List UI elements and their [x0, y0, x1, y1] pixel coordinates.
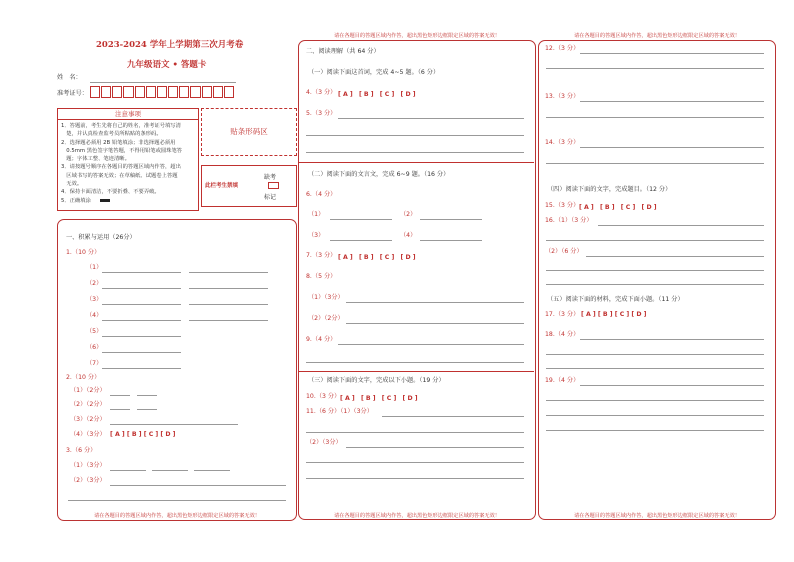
q1-item-line[interactable]	[102, 304, 181, 305]
q8-2-label: （2）（2分）	[308, 315, 344, 322]
q1-item-line[interactable]	[102, 352, 181, 353]
q8-1-label: （1）（3分）	[308, 294, 344, 301]
q19-line-3[interactable]	[546, 415, 764, 416]
q14-label: 14.（3 分）	[545, 139, 580, 146]
q16-2-line-2[interactable]	[546, 270, 764, 271]
q1-item-label: （5）	[86, 328, 103, 335]
q17-label: 17.（3 分）	[545, 311, 580, 318]
q11-2-label: （2）（3分）	[306, 439, 342, 446]
notes-item: 1．答题前，考生先将自己的姓名，准考证号填写清	[61, 123, 181, 129]
section2-title: 二、阅读理解（共 64 分）	[306, 48, 380, 55]
q18-line-3[interactable]	[546, 368, 764, 369]
name-field[interactable]	[90, 82, 236, 83]
q4-label: 4.（3 分）	[306, 89, 337, 96]
q1-item-line-right[interactable]	[189, 320, 268, 321]
q5-line-2[interactable]	[306, 135, 524, 136]
q1-item-label: （1）	[86, 264, 103, 271]
q17-options[interactable]: [ A ] [ B ] [ C ] [ D ]	[581, 311, 647, 318]
q1-item-line-right[interactable]	[189, 304, 268, 305]
q16-2-label: （2）（6 分）	[545, 248, 583, 255]
notes-item: 5．正确填涂	[61, 197, 91, 204]
absent-mark-box	[201, 165, 297, 207]
q6-item-label: （2）	[400, 211, 417, 218]
q1-item-line[interactable]	[102, 320, 181, 321]
q2-4-options[interactable]: [ A ] [ B ] [ C ] [ D ]	[110, 431, 176, 438]
q13-label: 13.（3 分）	[545, 93, 580, 100]
q11-1-line-2[interactable]	[306, 432, 524, 433]
q6-item-line[interactable]	[330, 240, 392, 241]
footer-notice-1: 请在各题目的答题区域内作答，超出黑色矩形边框限定区域的答案无效！	[93, 513, 260, 519]
q19-label: 19.（4 分）	[545, 377, 580, 384]
q14-line-1[interactable]	[580, 147, 764, 148]
q3-2-line[interactable]	[110, 485, 286, 486]
q11-2-line-2[interactable]	[306, 462, 524, 463]
q10-label: 10.（3 分）	[306, 393, 341, 400]
q2-item-label: （1）（2分）	[70, 387, 106, 394]
q2-item-line[interactable]	[110, 409, 130, 410]
notes-item: 4．保持卡面清洁，不要折叠、不要弄破。	[61, 189, 160, 196]
footer-notice-3: 请在各题目的答题区域内作答，超出黑色矩形边框限定区域的答案无效！	[573, 513, 740, 519]
q7-options[interactable]: [ A ] [ B ] [ C ] [ D ]	[338, 254, 416, 261]
q3-item-label: （1）（3分）	[70, 462, 106, 469]
part4-title: （四）阅读下面的文字，完成题目。（12 分）	[547, 186, 672, 193]
q3-1-line[interactable]	[194, 470, 230, 471]
barcode-label: 贴条形码区	[230, 127, 268, 136]
q14-line-2[interactable]	[546, 163, 764, 164]
q2-item-line[interactable]	[137, 409, 157, 410]
q18-label: 18.（4 分）	[545, 331, 580, 338]
q3-item-label: （2）（3分）	[70, 477, 106, 484]
q12-line-2[interactable]	[546, 68, 764, 69]
q13-line-1[interactable]	[580, 101, 764, 102]
q1-item-line[interactable]	[102, 368, 181, 369]
notes-item: 题；字体工整、笔迹清晰。	[61, 156, 130, 163]
q9-line-1[interactable]	[338, 344, 524, 345]
q4-options[interactable]: [ A ] [ B ] [ C ] [ D ]	[338, 91, 416, 98]
part1-title: （一）阅读下面这首词，完成 4~5 题。（6 分）	[308, 69, 440, 76]
divider-2b	[298, 371, 534, 372]
q6-label: 6.（4 分）	[306, 191, 337, 198]
part5-title: （五）阅读下面的材料，完成下面小题。（11 分）	[547, 296, 684, 303]
q6-item-label: （4）	[400, 232, 417, 239]
q10-options[interactable]: [ A ] [ B ] [ C ] [ D ]	[340, 395, 418, 402]
q6-item-label: （3）	[308, 232, 325, 239]
top-notice-3: 请在各题目的答题区域内作答，超出黑色矩形边框限定区域的答案无效！	[573, 33, 740, 39]
id-label: 准考证号：	[57, 90, 88, 97]
q5-line-3[interactable]	[306, 152, 524, 153]
section1-title: 一、积累与运用（26分）	[66, 234, 136, 241]
absent-label: 缺考	[264, 174, 277, 181]
q6-item-line[interactable]	[420, 219, 482, 220]
q15-options[interactable]: [ A ] [ B ] [ C ] [ D ]	[579, 204, 657, 211]
q1-item-line-right[interactable]	[189, 288, 268, 289]
q18-line-2[interactable]	[546, 354, 764, 355]
notes-item: 楚，并认真检查监考员所粘贴的条形码。	[61, 131, 162, 138]
q8-2-line[interactable]	[346, 323, 524, 324]
q19-line-1[interactable]	[580, 385, 764, 386]
q3-1-line[interactable]	[110, 470, 146, 471]
notes-item: 3．请按题号顺序在各题目的答题区域内作答，超出	[61, 164, 181, 171]
q16-2-line-1[interactable]	[586, 256, 764, 257]
q12-label: 12.（3 分）	[545, 45, 580, 52]
q2-item-line[interactable]	[110, 395, 130, 396]
q1-item-label: （6）	[86, 344, 103, 351]
q15-label: 15.（3 分）	[545, 202, 580, 209]
q2-item-line[interactable]	[137, 395, 157, 396]
part3-title: （三）阅读下面的文字，完成以下小题。（19 分）	[308, 377, 445, 384]
exam-subtitle: 九年级语文 • 答题卡	[127, 60, 207, 70]
q16-label: 16.（1）（3 分）	[545, 217, 593, 224]
exam-title: 2023-2024 学年上学期第三次月考卷	[96, 40, 244, 50]
notes-item: 区域书写的答案无效；在草稿纸、试题卷上答题	[61, 172, 178, 179]
q6-item-label: （1）	[308, 211, 325, 218]
q2-item-line[interactable]	[110, 424, 238, 425]
q5-line-1[interactable]	[338, 118, 524, 119]
notes-list	[58, 120, 198, 207]
absent-forbidden-label: 此栏考生禁填	[205, 183, 239, 189]
q19-line-4[interactable]	[546, 430, 764, 431]
notes-item: 无效。	[61, 181, 83, 188]
notes-item: 0.5mm 黑色签字笔答题，不得用铅笔或圆珠笔答	[61, 147, 183, 154]
q16-1-line-2[interactable]	[546, 240, 764, 241]
q2-item-label: （4）（3分）	[70, 431, 106, 438]
q16-1-line-1[interactable]	[598, 225, 764, 226]
q16-2-line-3[interactable]	[546, 284, 764, 285]
q8-1-line[interactable]	[346, 302, 524, 303]
q6-item-line[interactable]	[420, 240, 482, 241]
absent-checkbox[interactable]	[268, 182, 279, 189]
footer-notice-2: 请在各题目的答题区域内作答，超出黑色矩形边框限定区域的答案无效！	[333, 513, 500, 519]
q11-1-line-1[interactable]	[382, 416, 524, 417]
filled-mark-example	[100, 199, 110, 202]
q1-item-line[interactable]	[102, 336, 181, 337]
notes-item: 2．选择题必须用 2B 铅笔填涂；非选择题必须用	[61, 139, 176, 146]
q5-label: 5.（3 分）	[306, 110, 337, 117]
notes-title: 注意事项	[58, 109, 198, 120]
q7-label: 7.（3 分）	[306, 252, 337, 259]
q3-label: 3.（6 分）	[66, 447, 97, 454]
q12-line-1[interactable]	[580, 53, 764, 54]
q1-item-line[interactable]	[102, 272, 181, 273]
q1-item-label: （4）	[86, 312, 103, 319]
q3-2-line[interactable]	[68, 500, 286, 501]
q9-line-2[interactable]	[306, 362, 524, 363]
mark-label: 标记	[264, 194, 277, 201]
q8-label: 8.（5 分）	[306, 273, 337, 280]
q1-item-line[interactable]	[102, 288, 181, 289]
q3-1-line[interactable]	[152, 470, 188, 471]
barcode-area	[201, 108, 297, 156]
q1-item-line-right[interactable]	[189, 272, 268, 273]
section3-panel	[538, 40, 776, 520]
part2-title: （二）阅读下面的文言文，完成 6~9 题。（16 分）	[308, 171, 450, 178]
q2-item-label: （3）（2分）	[70, 416, 106, 423]
q11-2-line-1[interactable]	[346, 447, 524, 448]
q2-label: 2.（10 分）	[66, 374, 101, 381]
divider-2a	[298, 162, 534, 163]
q2-item-label: （2）（2分）	[70, 401, 106, 408]
id-number-boxes[interactable]	[90, 86, 234, 98]
name-label: 姓 名：	[57, 74, 82, 81]
q6-item-line[interactable]	[330, 219, 392, 220]
q9-label: 9.（4 分）	[306, 336, 337, 343]
q1-item-label: （7）	[86, 360, 103, 367]
q1-item-label: （2）	[86, 280, 103, 287]
notes-box	[57, 108, 199, 211]
q18-line-1[interactable]	[580, 339, 764, 340]
q13-line-2[interactable]	[546, 117, 764, 118]
q19-line-2[interactable]	[546, 400, 764, 401]
q1-item-label: （3）	[86, 296, 103, 303]
q11-label: 11.（6 分）（1）（3分）	[306, 408, 373, 415]
q11-2-line-3[interactable]	[306, 478, 524, 479]
q1-label: 1.（10 分）	[66, 249, 101, 256]
top-notice-2: 请在各题目的答题区域内作答，超出黑色矩形边框限定区域的答案无效！	[333, 33, 500, 39]
